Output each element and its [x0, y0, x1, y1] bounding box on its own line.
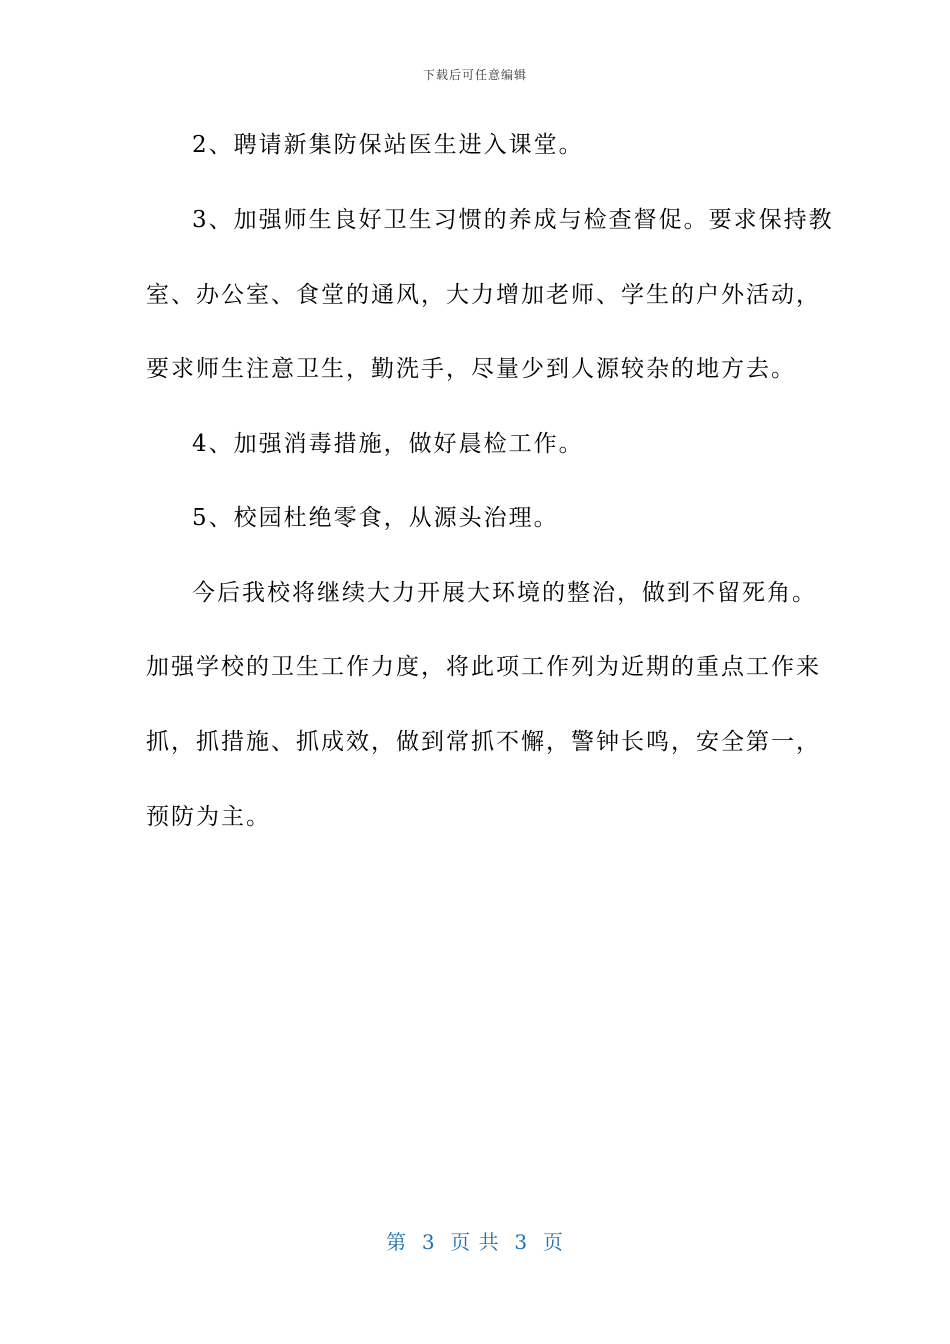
- paragraph-line: 4、加强消毒措施，做好晨检工作。: [192, 431, 584, 457]
- paragraph-line: 预防为主。: [146, 804, 271, 830]
- paragraph-line: 3、加强师生良好卫生习惯的养成与检查督促。要求保持教: [192, 207, 834, 233]
- paragraph-line: 要求师生注意卫生，勤洗手，尽量少到人源较杂的地方去。: [146, 356, 796, 382]
- paragraph-line: 加强学校的卫生工作力度，将此项工作列为近期的重点工作来: [146, 654, 821, 680]
- paragraph-line: 室、办公室、食堂的通风，大力增加老师、学生的户外活动，: [146, 282, 821, 308]
- paragraph-line: 今后我校将继续大力开展大环境的整治，做到不留死角。: [192, 580, 817, 606]
- page-footer: 第 3 页 共 3 页: [386, 1230, 564, 1254]
- paragraph-line: 抓，抓措施、抓成效，做到常抓不懈，警钟长鸣，安全第一，: [146, 729, 821, 755]
- paragraph-line: 2、聘请新集防保站医生进入课堂。: [192, 132, 584, 158]
- paragraph-line: 5、校园杜绝零食，从源头治理。: [192, 505, 559, 531]
- page-header: 下载后可任意编辑: [422, 68, 527, 82]
